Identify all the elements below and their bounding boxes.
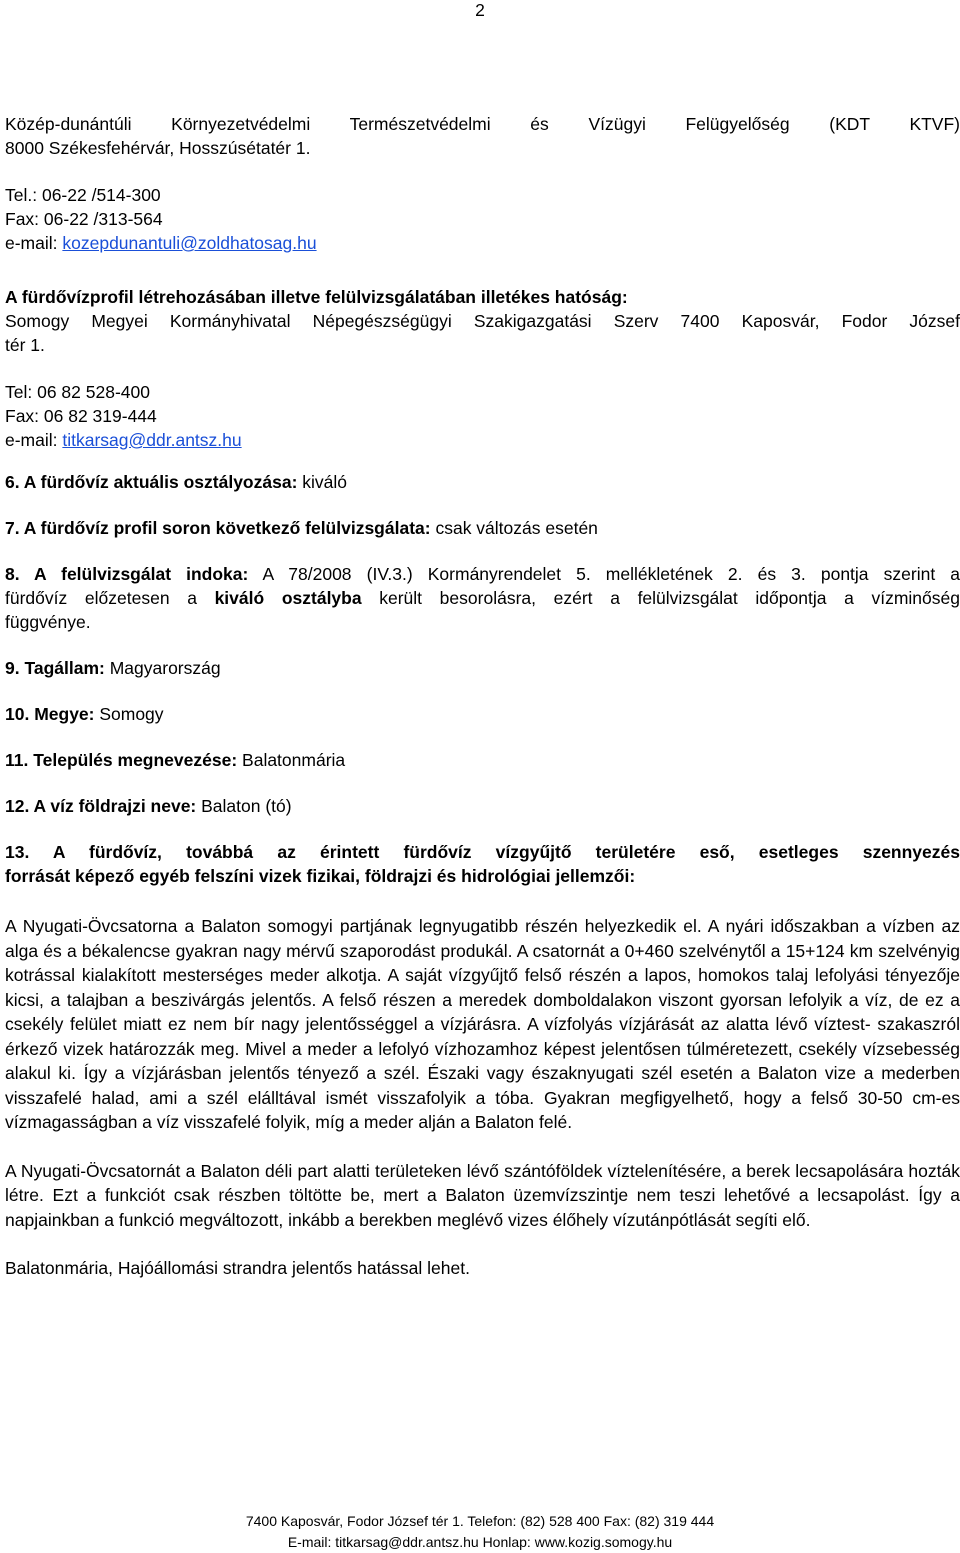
item-7	[5, 516, 960, 540]
item-7-label: 7. A fürdővíz profil soron következő felülvizsgálata:	[5, 518, 431, 538]
item-11	[5, 748, 960, 772]
item-8-line-2	[5, 586, 960, 610]
item-10-label: 10. Megye:	[5, 704, 95, 724]
item-13-line-2	[5, 864, 960, 888]
item-10	[5, 702, 960, 726]
authority-email-row	[5, 231, 960, 255]
competent-authority-name-1: Somogy Megyei Kormányhivatal Népegészségügyi Szakigazgatási Szerv 7400 Kaposvár, Fodor József	[5, 311, 960, 331]
competent-tel: Tel: 06 82 528-400	[5, 382, 150, 402]
competent-fax: Fax: 06 82 319-444	[5, 406, 157, 426]
item-13-line-1	[5, 840, 960, 864]
authority-tel: Tel.: 06-22 /514-300	[5, 185, 161, 205]
competent-heading-text: A fürdővízprofil létrehozásában illetve felülvizsgálatában illetékes hatóság:	[5, 287, 628, 307]
item-13-heading-2: forrását képező egyéb felszíni vizek fizikai, földrajzi és hidrológiai jellemzői:	[5, 866, 636, 886]
authority-fax: Fax: 06-22 /313-564	[5, 209, 163, 229]
item-12-label: 12. A víz földrajzi neve:	[5, 796, 197, 816]
item-8-label: 8. A felülvizsgálat indoka:	[5, 564, 249, 584]
item-6	[5, 470, 960, 494]
item-12	[5, 794, 960, 818]
competent-authority-name-2: tér 1.	[5, 335, 45, 355]
authority-address: 8000 Székesfehérvár, Hosszúsétatér 1.	[5, 138, 311, 158]
item-13-heading-1: 13. A fürdővíz, továbbá az érintett fürdővíz vízgyűjtő területére eső, esetleges szennyezés	[5, 842, 960, 862]
item-12-value: Balaton (tó)	[196, 796, 292, 816]
item-9-value: Magyarország	[104, 658, 221, 678]
item-9-label: 9. Tagállam:	[5, 658, 105, 678]
item-6-value: kiváló	[297, 472, 348, 492]
competent-email-row	[5, 428, 960, 452]
item-11-label: 11. Település megnevezése:	[5, 750, 238, 770]
footer-contact: E-mail: titkarsag@ddr.antsz.hu Honlap: www.kozig.somogy.hu	[287, 1534, 673, 1550]
description-paragraph-1: A Nyugati-Övcsatorna a Balaton somogyi partjának legnyugatibb részén helyezkedik el. A nyári időszakban a vízben az alga és a békalencse gyakran nagy mérvű szaporodást produkál. A csatornát a 0+460 szelvénytől a 15+124 km szelvényig kotrással kialakított mesterséges meder alkotja. A saját vízgyűjtő felső részén a lapos, homokos talaj lefolyási tényezője kicsi, a talajban a beszivárgás jelentős. A felső részen a meredek domboldalakon viszont gyorsan lefolyik a víz, de ez a csekély felület miatt ez nem bír nagy jelentősséggel a vízjárásra. A vízfolyás vízjárását az alatta lévő víztest- szakaszról érkező vizek határozzák meg. Mivel a meder a lefolyó vízhozamhoz képest jelentősen túlméretezett, csekély vízsebesség alakul ki. Így a vízjárásban jelentős tényező a szél. Északi vagy északnyugati szél esetén a Balaton vize a mederben visszafelé halad, ami a szél elálltával ismét visszafolyik a tóba. Gyakran megfigyelhető, hogy a felső 30-50 cm-es vízmagasságban a víz visszafelé folyik, míg a meder alján a Balaton felé.	[5, 916, 960, 1132]
item-8-value-2c: került besorolásra, ezért a felülvizsgálat időpontja a vízminőség	[361, 588, 960, 608]
authority-name: Közép-dunántúli Környezetvédelmi Természetvédelmi és Vízügyi Felügyelőség (KDT KTVF)	[5, 114, 960, 134]
item-7-value: csak változás esetén	[430, 518, 598, 538]
description-paragraph-2: A Nyugati-Övcsatornát a Balaton déli part alatti területeken lévő szántóföldek víztelenítésére, a berek lecsapolására hozták létre. Ezt a funkciót csak részben töltötte be, mert a Balaton üzemvízszintje nem teszi lehetővé a lecsapolást. Így a napjainkban a funkció megváltozott, inkább a berekben meglévő vizes élőhely vízutánpótlását segíti elő.	[5, 1160, 960, 1230]
item-8-line-1	[5, 562, 960, 586]
item-6-label: 6. A fürdővíz aktuális osztályozása:	[5, 472, 298, 492]
authority-email-label: e-mail:	[5, 233, 63, 253]
authority-email-link[interactable]: kozepdunantuli@zoldhatosag.hu	[62, 233, 317, 253]
item-9	[5, 656, 960, 680]
competent-email-label: e-mail:	[5, 430, 63, 450]
document-body	[5, 112, 960, 1280]
item-8-value-2b: kiváló osztályba	[214, 588, 362, 608]
item-10-value: Somogy	[94, 704, 164, 724]
item-11-value: Balatonmária	[237, 750, 346, 770]
item-8-value-1: A 78/2008 (IV.3.) Kormányrendelet 5. mellékletének 2. és 3. pontja szerint a	[248, 564, 960, 584]
page-number: 2	[475, 0, 485, 20]
item-8-line-3: függvénye.	[5, 612, 91, 632]
competent-email-link[interactable]: titkarsag@ddr.antsz.hu	[62, 430, 242, 450]
description-paragraph-3: Balatonmária, Hajóállomási strandra jelentős hatással lehet.	[5, 1258, 470, 1278]
competent-authority-heading	[5, 285, 960, 309]
item-8-value-2a: fürdővíz előzetesen a	[5, 588, 215, 608]
footer-address: 7400 Kaposvár, Fodor József tér 1. Telefon: (82) 528 400 Fax: (82) 319 444	[245, 1513, 715, 1529]
